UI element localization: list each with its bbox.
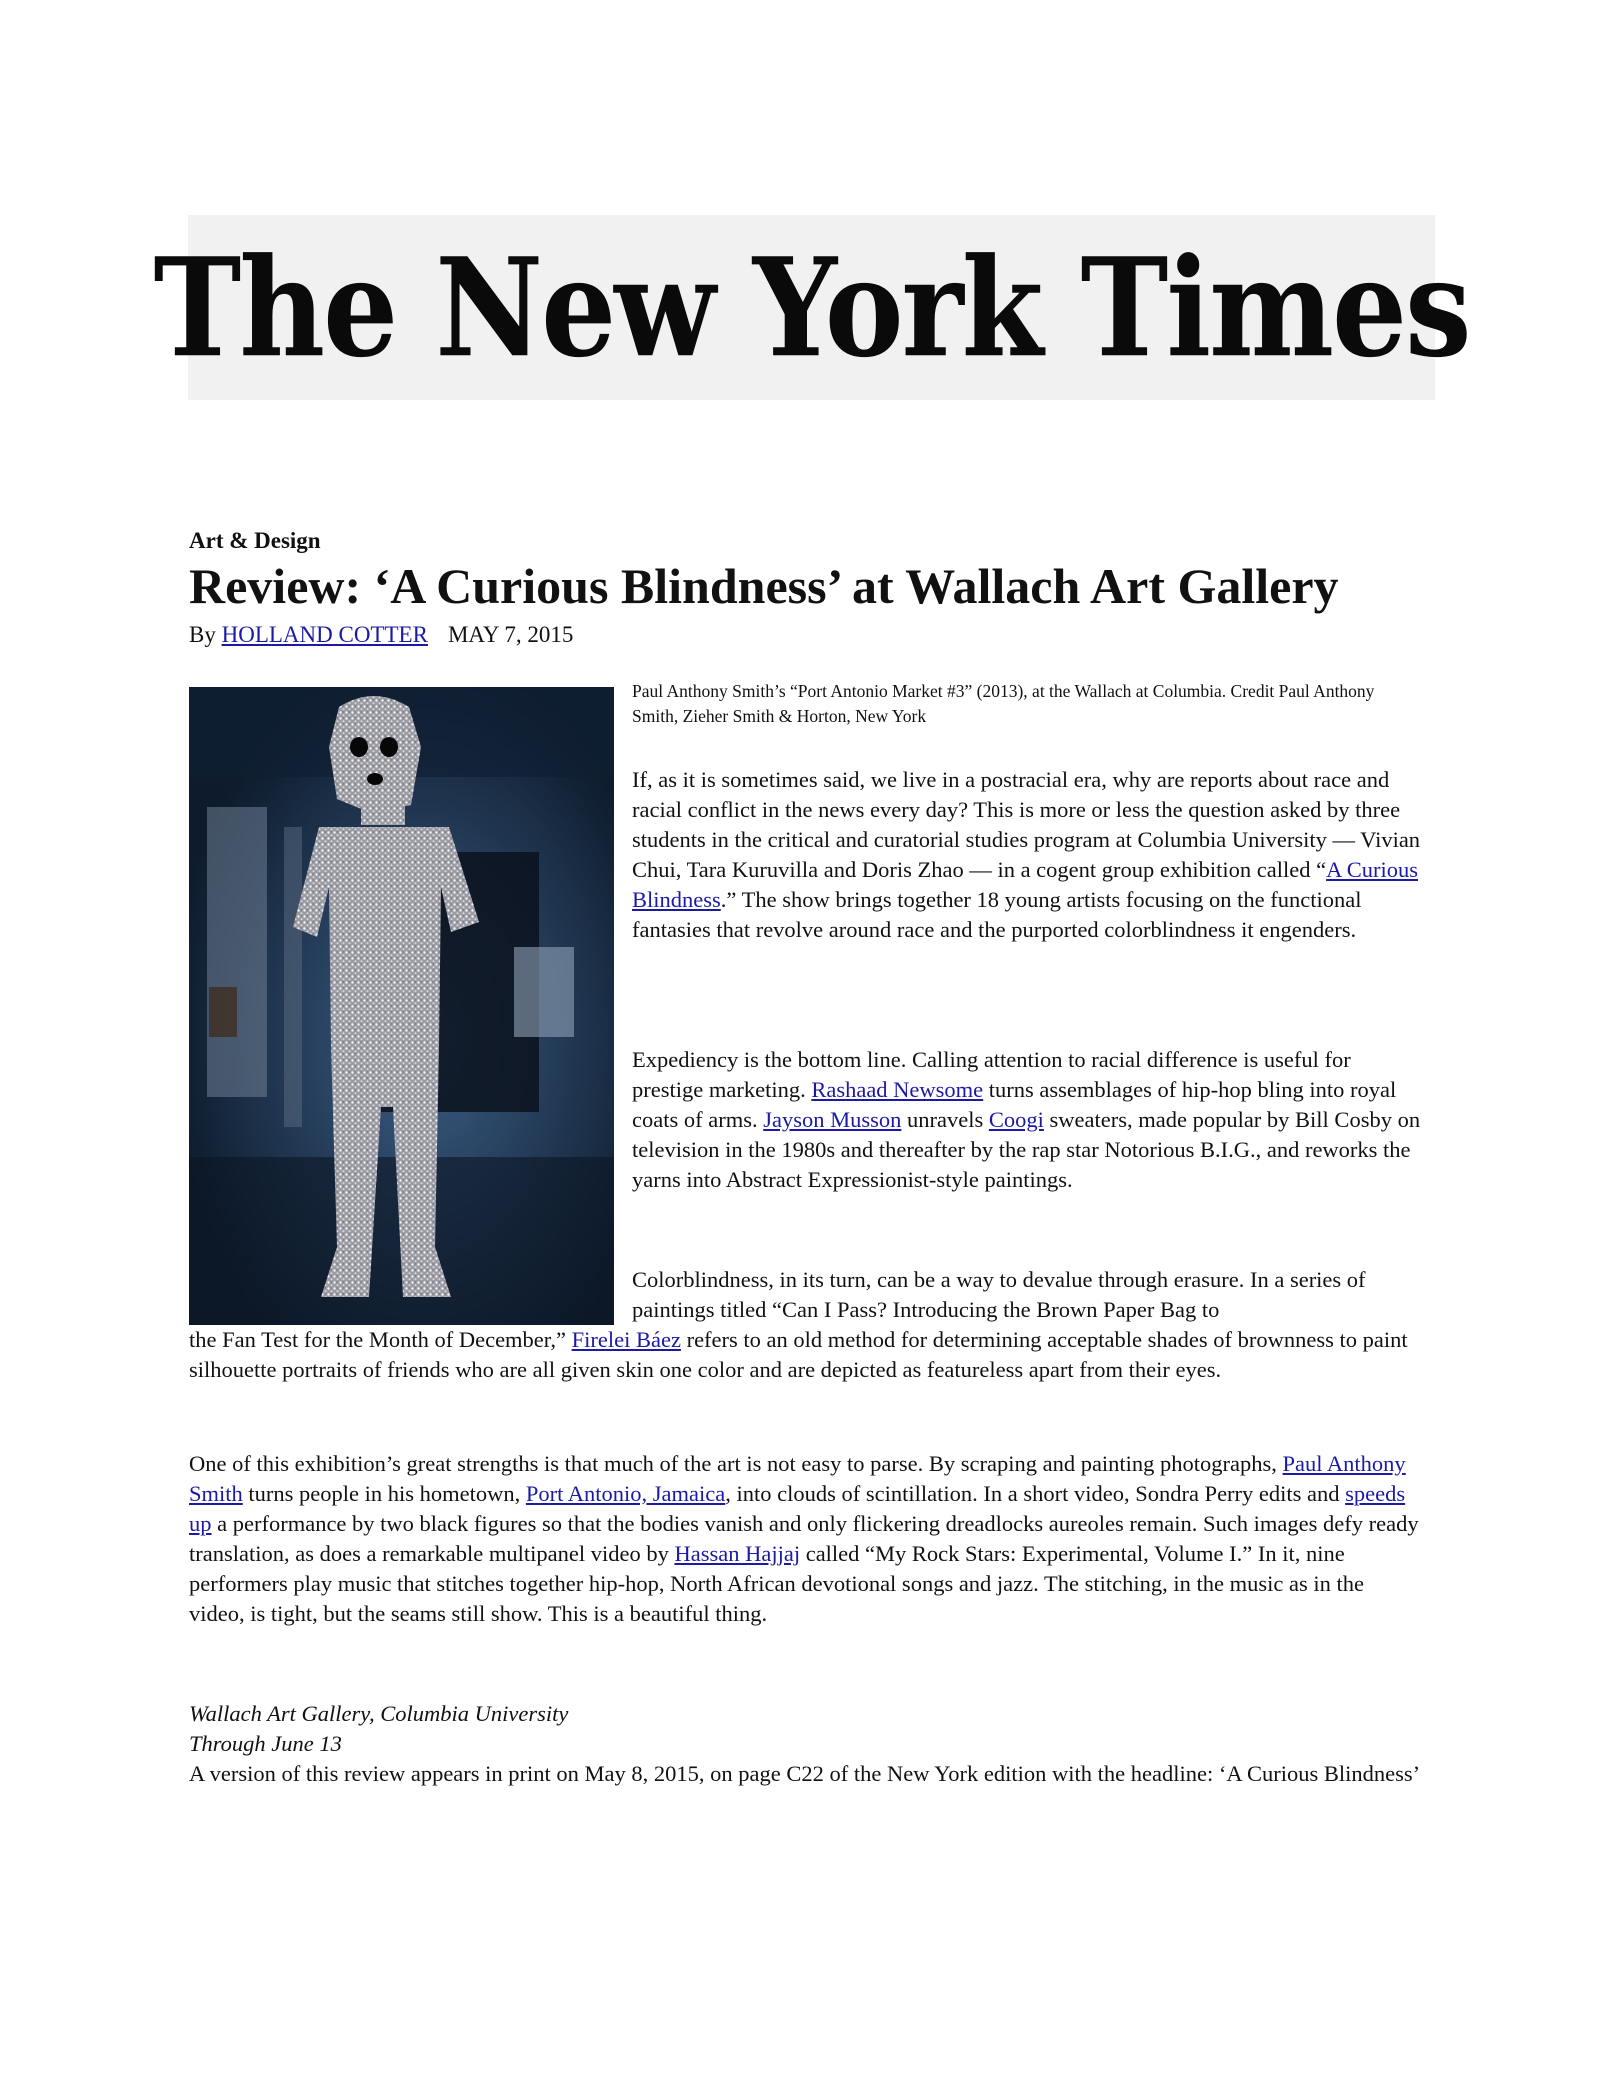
text-run: refers to an old method for determining acceptable shades of brownness to paint silhouette portraits of friends who are all given skin one color and are depicted as featureless apart from their eyes. (189, 1327, 1408, 1382)
paragraph-2 (632, 1045, 1422, 1195)
masthead-logo (153, 215, 1470, 400)
paragraph-4 (189, 1449, 1424, 1629)
photo-caption: Paul Anthony Smith’s “Port Antonio Market #3” (2013), at the Wallach at Columbia. Credit Paul Anthony Smith, Zieher Smith & Horton, New York (632, 681, 1375, 726)
firelei-baez-link[interactable]: Firelei Báez (571, 1327, 681, 1352)
text-run: unravels (901, 1107, 989, 1132)
article-headline: Review: ‘A Curious Blindness’ at Wallach Art Gallery (189, 558, 1339, 614)
byline-prefix: By (189, 622, 216, 647)
section-label[interactable]: Art & Design (189, 528, 321, 553)
paul-anthony-smith-link[interactable]: Paul Anthony Smith (189, 1451, 1406, 1506)
text-run: turns people in his hometown, (242, 1481, 526, 1506)
text-run: the Fan Test for the Month of December,” (189, 1327, 572, 1352)
speeds-up-link[interactable]: speeds up (189, 1481, 1406, 1536)
publish-date: MAY 7, 2015 (447, 622, 574, 647)
rashaad-newsome-link[interactable]: Rashaad Newsome (811, 1077, 984, 1102)
exhibition-dates: Through June 13 (189, 1731, 342, 1756)
jayson-musson-link[interactable]: Jayson Musson (763, 1107, 902, 1132)
venue: Wallach Art Gallery, Columbia University (189, 1701, 569, 1726)
text-run: sweaters, made popular by Bill Cosby on television in the 1980s and thereafter by the rap star Notorious B.I.G., and reworks the yarns into Abstract Expressionist-style paintings. (632, 1107, 1421, 1192)
coogi-link[interactable]: Coogi (988, 1107, 1044, 1132)
port-antonio-link[interactable]: Port Antonio, Jamaica (525, 1481, 726, 1506)
text-run: Expediency is the bottom line. Calling attention to racial difference is useful for prestige marketing. (632, 1047, 1351, 1102)
text-run: One of this exhibition’s great strengths is that much of the art is not easy to parse. By scraping and painting photographs, (189, 1451, 1283, 1476)
hassan-hajjaj-link[interactable]: Hassan Hajjaj (674, 1541, 801, 1566)
text-run: If, as it is sometimes said, we live in a postracial era, why are reports about race and racial conflict in the news every day? This is more or less the question asked by three students in the critical and curatorial studies program at Columbia University — Vivian Chui, Tara Kuruvilla and Doris Zhao — in a cogent group exhibition called “ (632, 767, 1421, 882)
text-run: , into clouds of scintillation. In a short video, Sondra Perry edits and (725, 1481, 1346, 1506)
masthead-title: The New York Times (153, 227, 1470, 388)
author-link[interactable]: HOLLAND COTTER (221, 622, 428, 647)
text-run: a performance by two black figures so that the bodies vanish and only flickering dreadlocks aureoles remain. Such images defy ready translation, as does a remarkable multipanel video by (189, 1511, 1419, 1566)
text-run: called “My Rock Stars: Experimental, Volume I.” In it, nine performers play music that stitches together hip-hop, North African devotional songs and jazz. The stitching, in the music as in the video, is tight, but the seams still show. This is a beautiful thing. (189, 1541, 1364, 1626)
exhibition-link[interactable]: A Curious Blindness (632, 857, 1418, 912)
byline (189, 620, 573, 650)
exhibition-info (189, 1699, 1424, 1789)
text-run: .” The show brings together 18 young artists focusing on the functional fantasies that revolve around race and the purported colorblindness it engenders. (632, 887, 1362, 942)
text-run: turns assemblages of hip-hop bling into royal coats of arms. (632, 1077, 1397, 1132)
paragraph-1 (632, 765, 1422, 945)
paragraph-3-continued (189, 1325, 1424, 1385)
article-photo (189, 687, 614, 1325)
print-note: A version of this review appears in print on May 8, 2015, on page C22 of the New York edition with the headline: ‘A Curious Blindness’ (189, 1761, 1421, 1786)
paragraph-3-start: Colorblindness, in its turn, can be a way to devalue through erasure. In a series of paintings titled “Can I Pass? Introducing the Brown Paper Bag to (632, 1267, 1366, 1322)
